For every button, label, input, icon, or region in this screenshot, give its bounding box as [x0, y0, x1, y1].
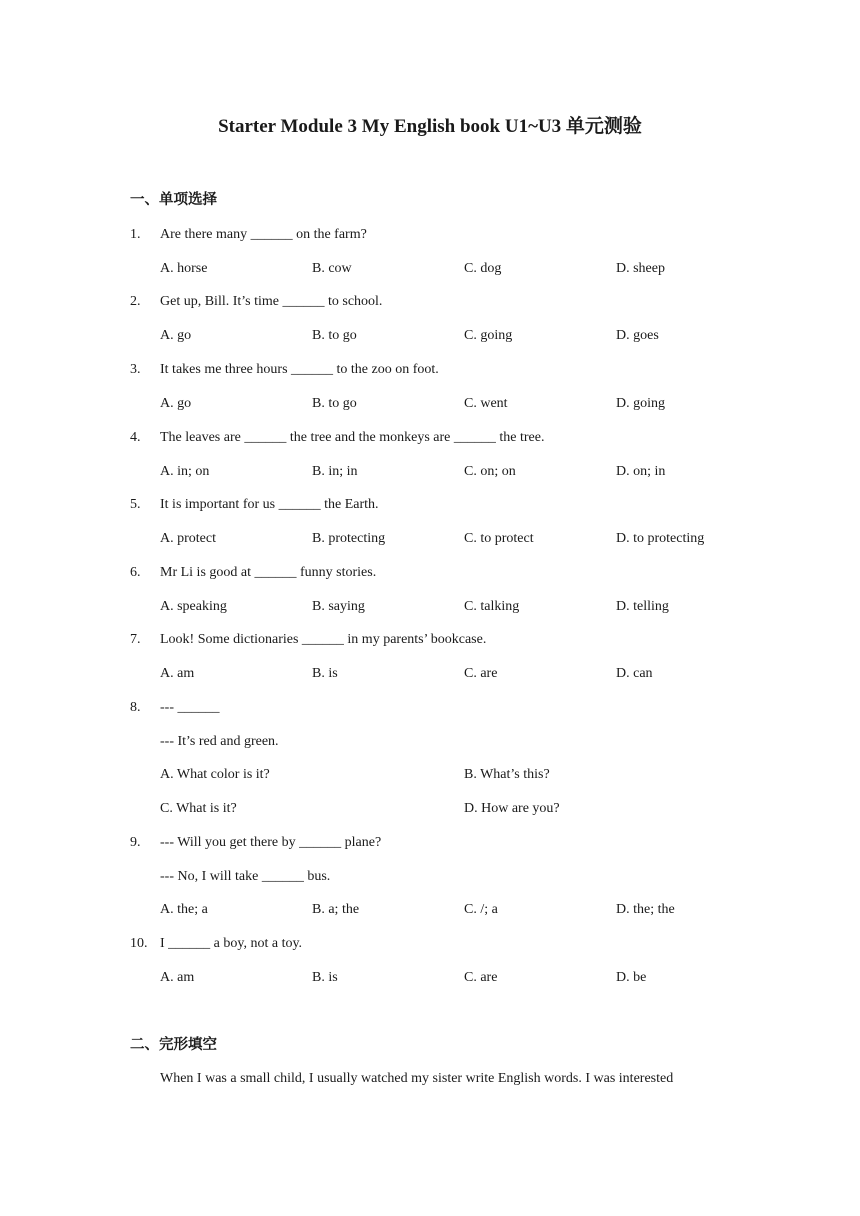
section-heading-single-choice: 一、单项选择	[130, 192, 217, 208]
question-number: 10.	[130, 936, 148, 951]
option-c: C. to protect	[464, 531, 534, 546]
option-d: D. to protecting	[616, 531, 705, 546]
question-number: 4.	[130, 430, 141, 445]
option-b: B. is	[312, 970, 338, 985]
question-text: It takes me three hours ______ to the zoo on foot.	[160, 362, 439, 377]
option-c: C. are	[464, 666, 498, 681]
option-a: A. horse	[160, 261, 208, 276]
question-number: 1.	[130, 227, 141, 242]
option-b: B. a; the	[312, 902, 360, 917]
option-a: A. protect	[160, 531, 216, 546]
page-title: Starter Module 3 My English book U1~U3 单元测验	[218, 116, 642, 137]
question-text-line-2: --- No, I will take ______ bus.	[160, 869, 331, 884]
option-c: C. talking	[464, 599, 520, 614]
option-d: D. the; the	[616, 902, 675, 917]
question-text: Look! Some dictionaries ______ in my parents’ bookcase.	[160, 632, 487, 647]
option-b: B. protecting	[312, 531, 386, 546]
option-c: C. What is it?	[160, 801, 237, 816]
option-d: D. going	[616, 396, 665, 411]
option-a: A. in; on	[160, 464, 210, 479]
question-text: Are there many ______ on the farm?	[160, 227, 367, 242]
option-b: B. in; in	[312, 464, 358, 479]
question-text: --- ______	[160, 700, 220, 715]
option-c: C. going	[464, 328, 513, 343]
option-a: A. the; a	[160, 902, 208, 917]
question-number: 6.	[130, 565, 141, 580]
question-text: It is important for us ______ the Earth.	[160, 497, 379, 512]
option-b: B. saying	[312, 599, 365, 614]
question-number: 3.	[130, 362, 141, 377]
option-c: C. went	[464, 396, 508, 411]
option-d: D. can	[616, 666, 653, 681]
question-text: I ______ a boy, not a toy.	[160, 936, 303, 951]
option-b: B. cow	[312, 261, 352, 276]
option-c: C. /; a	[464, 902, 498, 917]
option-b: B. is	[312, 666, 338, 681]
question-number: 7.	[130, 632, 141, 647]
option-d: D. on; in	[616, 464, 666, 479]
option-c: C. dog	[464, 261, 502, 276]
question-text-line-2: --- It’s red and green.	[160, 734, 279, 749]
option-d: D. How are you?	[464, 801, 560, 816]
question-text: --- Will you get there by ______ plane?	[160, 835, 382, 850]
option-d: D. be	[616, 970, 647, 985]
cloze-passage-text: When I was a small child, I usually watched my sister write English words. I was interested	[160, 1071, 674, 1086]
question-number: 9.	[130, 835, 141, 850]
option-a: A. go	[160, 396, 192, 411]
option-c: C. on; on	[464, 464, 516, 479]
option-b: B. to go	[312, 328, 357, 343]
option-a: A. am	[160, 970, 195, 985]
question-number: 5.	[130, 497, 141, 512]
option-d: D. goes	[616, 328, 659, 343]
question-text: Mr Li is good at ______ funny stories.	[160, 565, 377, 580]
section-heading-cloze: 二、完形填空	[130, 1037, 217, 1053]
option-c: C. are	[464, 970, 498, 985]
option-b: B. What’s this?	[464, 767, 550, 782]
question-text: The leaves are ______ the tree and the monkeys are ______ the tree.	[160, 430, 545, 445]
option-a: A. am	[160, 666, 195, 681]
option-d: D. sheep	[616, 261, 665, 276]
option-b: B. to go	[312, 396, 357, 411]
option-d: D. telling	[616, 599, 669, 614]
option-a: A. go	[160, 328, 192, 343]
question-text: Get up, Bill. It’s time ______ to school.	[160, 294, 383, 309]
question-number: 8.	[130, 700, 141, 715]
option-a: A. What color is it?	[160, 767, 270, 782]
option-a: A. speaking	[160, 599, 227, 614]
question-number: 2.	[130, 294, 141, 309]
